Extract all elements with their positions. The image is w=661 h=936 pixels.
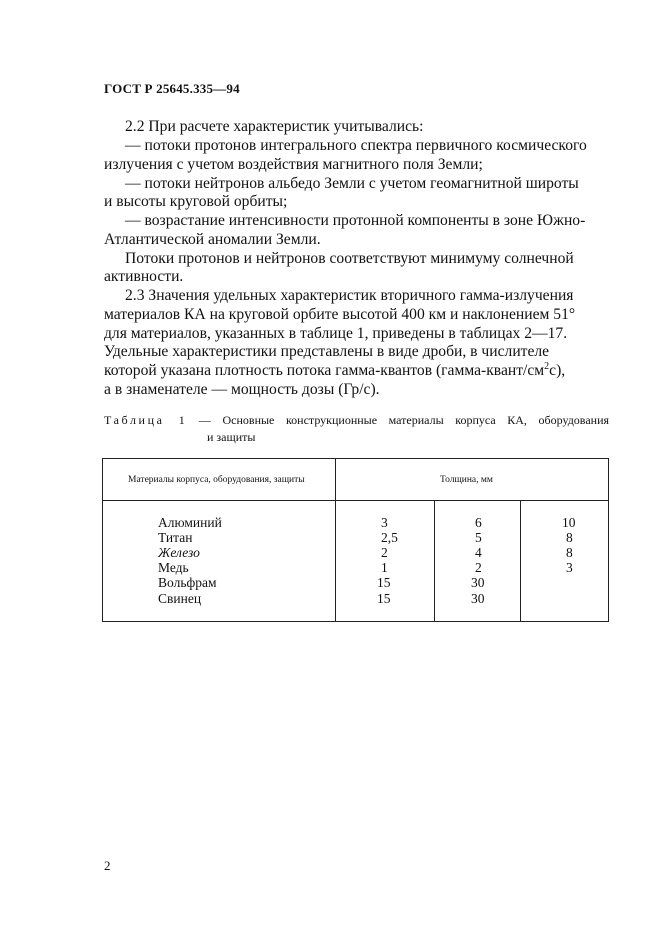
- material-name: Железо: [158, 545, 200, 560]
- thickness-value: 3: [566, 560, 573, 575]
- paragraph-text: которой указана плотность потока гамма-квантов (гамма-квант/см: [104, 362, 545, 379]
- thickness-value: 5: [475, 530, 482, 545]
- table-header-rule: [103, 500, 608, 501]
- paragraph-line: [104, 361, 565, 381]
- paragraph-line: излучения с учетом воздействия магнитного поля Земли;: [104, 156, 483, 173]
- paragraph-line: 2.2 При расчете характеристик учитывались:: [125, 118, 424, 135]
- thickness-value: 6: [475, 515, 482, 530]
- paragraph-line: для материалов, указанных в таблице 1, приведены в таблицах 2—17.: [104, 325, 568, 342]
- paragraph-line: материалов КА на круговой орбите высотой 400 км и наклонением 51°: [104, 306, 576, 323]
- thickness-value: 2,5: [381, 530, 398, 545]
- caption-line-2: и защиты: [207, 430, 256, 444]
- paragraph-line: 2.3 Значения удельных характеристик вторичного гамма-излучения: [125, 287, 574, 304]
- thickness-value: 30: [471, 575, 485, 590]
- table-column-divider: [335, 459, 336, 621]
- material-name: Титан: [158, 530, 193, 545]
- paragraph-text: с),: [549, 362, 566, 379]
- thickness-value: 2: [475, 560, 482, 575]
- thickness-value: 2: [381, 545, 388, 560]
- thickness-value: 1: [381, 560, 388, 575]
- thickness-value: 15: [377, 591, 391, 606]
- column-header-thickness: Толщина, мм: [440, 475, 493, 485]
- caption-text: — Основные конструкционные материалы корпуса КА, оборудования: [198, 413, 610, 427]
- paragraph-line: Потоки протонов и нейтронов соответствуют минимуму солнечной: [125, 250, 574, 267]
- thickness-value: 30: [471, 591, 485, 606]
- paragraph-line: и высоты круговой орбиты;: [104, 193, 288, 210]
- table-column-divider: [434, 501, 435, 621]
- thickness-value: 8: [566, 545, 573, 560]
- material-name: Свинец: [158, 591, 202, 606]
- paragraph-line: Атлантической аномалии Земли.: [104, 231, 321, 248]
- paragraph-line: активности.: [104, 268, 184, 285]
- caption-line-1: [104, 412, 609, 429]
- paragraph-line: а в знаменателе — мощность дозы (Гр/с).: [104, 381, 380, 398]
- column-header-material: Материалы корпуса, оборудования, защиты: [128, 475, 305, 485]
- paragraph-line: Удельные характеристики представлены в виде дроби, в числителе: [104, 343, 550, 360]
- table-caption: [104, 412, 609, 446]
- caption-prefix: Таблица 1: [104, 413, 188, 427]
- material-name: Медь: [158, 560, 189, 575]
- paragraph-line: — потоки протонов интегрального спектра первичного космического: [125, 137, 587, 154]
- thickness-value: 3: [381, 515, 388, 530]
- material-name: Алюминий: [158, 515, 222, 530]
- superscript: 2: [544, 360, 550, 372]
- table-column-divider: [520, 501, 521, 621]
- document-header: ГОСТ Р 25645.335—94: [104, 81, 240, 96]
- material-name: Вольфрам: [158, 575, 217, 590]
- thickness-value: 4: [475, 545, 482, 560]
- paragraph-line: — возрастание интенсивности протонной компоненты в зоне Южно-: [125, 212, 586, 229]
- paragraph-line: — потоки нейтронов альбедо Земли с учетом геомагнитной широты: [125, 175, 579, 192]
- thickness-value: 15: [377, 575, 391, 590]
- thickness-value: 10: [562, 515, 576, 530]
- thickness-value: 8: [566, 530, 573, 545]
- page-number: 2: [104, 858, 111, 873]
